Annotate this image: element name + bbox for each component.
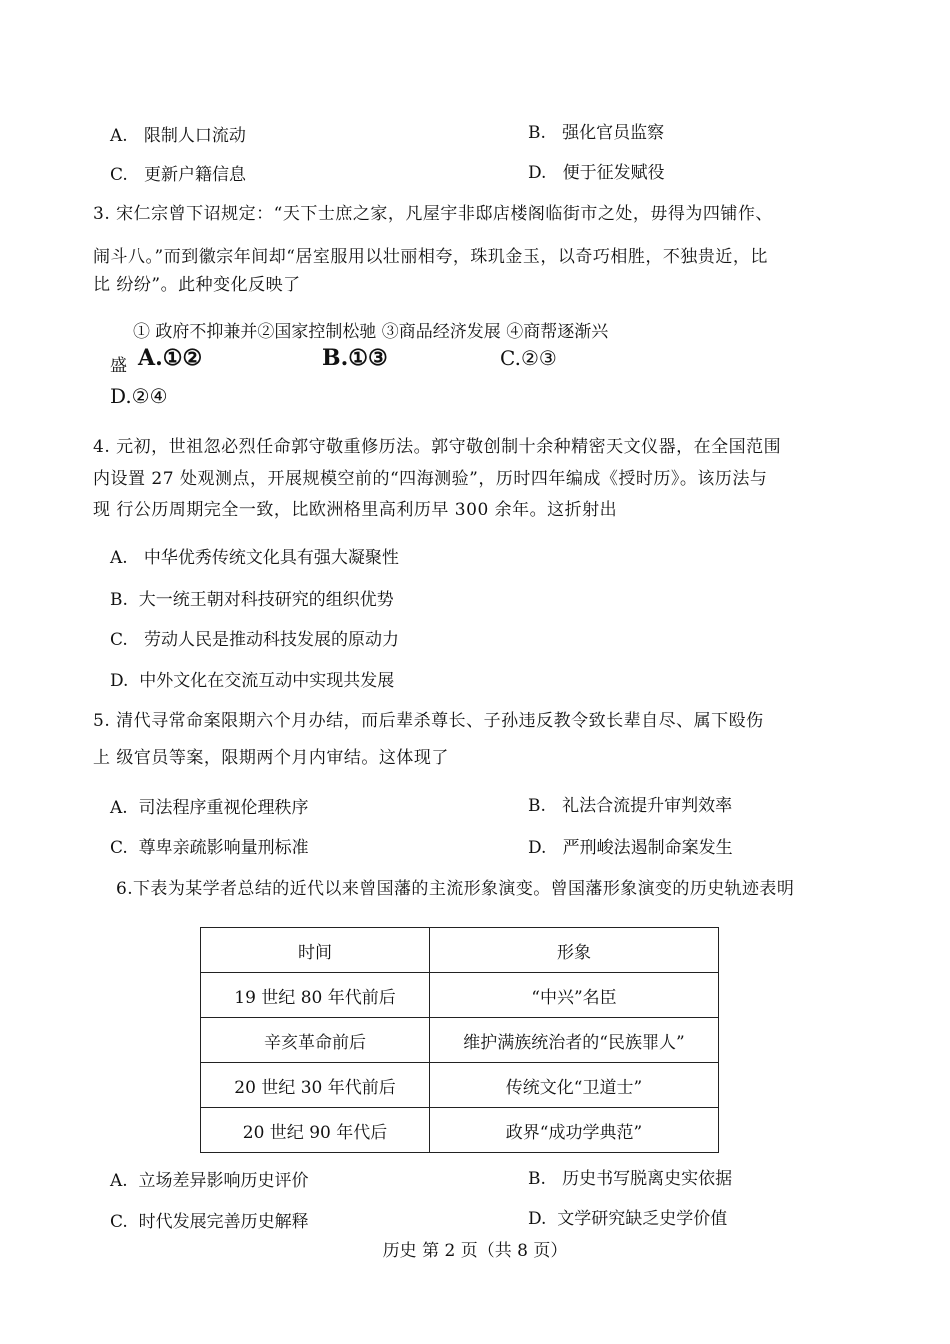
q4-option-b: B. 大一统王朝对科技研究的组织优势 (110, 590, 394, 610)
table-header-cell: 形象 (430, 928, 719, 973)
q4-option-a: A. 中华优秀传统文化具有强大凝聚性 (110, 548, 399, 568)
table-cell: 20 世纪 90 年代后 (201, 1108, 430, 1153)
q4-stem-line1: 4. 元初，世祖忽必烈任命郭守敬重修历法。郭守敬创制十余种精密天文仪器，在全国范围 (93, 437, 782, 457)
q6-option-a: A. 立场差异影响历史评价 (110, 1171, 309, 1191)
table-cell: 政界“成功学典范” (430, 1108, 719, 1153)
q3-stem-line1: 3. 宋仁宗曾下诏规定：“天下士庶之家，凡屋宇非邸店楼阁临街市之处，毋得为四铺作、 (93, 204, 773, 224)
q5-option-b: B. 礼法合流提升审判效率 (528, 796, 733, 816)
table-row (201, 1018, 719, 1063)
q5-option-d: D. 严刑峻法遏制命案发生 (528, 838, 733, 858)
q5-stem-line2: 上 级官员等案，限期两个月内审结。这体现了 (93, 748, 449, 768)
table-header-row (201, 928, 719, 973)
table-row (201, 1108, 719, 1153)
table-cell: 19 世纪 80 年代前后 (201, 973, 430, 1018)
q4-stem-line2: 内设置 27 处观测点，开展规模空前的“四海测验”，历时四年编成《授时历》。该历法与 (93, 469, 768, 489)
q5-option-c: C. 尊卑亲疏影响量刑标准 (110, 838, 309, 858)
image-evolution-table (200, 927, 719, 1153)
q3-stem-line3: 比 纷纷”。此种变化反映了 (93, 275, 301, 295)
q3-option-a: A.①② (138, 345, 203, 371)
q3-option-d: D.②④ (110, 384, 168, 408)
table-cell: 传统文化“卫道士” (430, 1063, 719, 1108)
table-row (201, 973, 719, 1018)
q4-option-d: D. 中外文化在交流互动中实现共发展 (110, 671, 395, 691)
q6-stem-line1: 6.下表为某学者总结的近代以来曾国藩的主流形象演变。曾国藩形象演变的历史轨迹表明 (116, 879, 795, 899)
q3-option-b: B.①③ (322, 345, 388, 371)
table-header-cell: 时间 (201, 928, 430, 973)
q2-option-c: C. 更新户籍信息 (110, 165, 247, 185)
q4-option-c: C. 劳动人民是推动科技发展的原动力 (110, 630, 400, 650)
q2-option-a: A. 限制人口流动 (110, 126, 246, 146)
table-cell: 辛亥革命前后 (201, 1018, 430, 1063)
q4-stem-line3: 现 行公历周期完全一致，比欧洲格里高利历早 300 余年。这折射出 (93, 500, 618, 520)
q6-option-c: C. 时代发展完善历史解释 (110, 1212, 309, 1232)
q2-option-b: B. 强化官员监察 (528, 123, 665, 143)
q5-option-a: A. 司法程序重视伦理秩序 (110, 798, 309, 818)
table-cell: “中兴”名臣 (430, 973, 719, 1018)
q3-option-c: C.②③ (500, 346, 557, 370)
table-row (201, 1063, 719, 1108)
page-footer: 历史 第 2 页（共 8 页） (382, 1241, 568, 1261)
table-cell: 20 世纪 30 年代前后 (201, 1063, 430, 1108)
q6-option-d: D. 文学研究缺乏史学价值 (528, 1209, 728, 1229)
q3-items-cont: 盛 (110, 356, 127, 376)
q3-items: ① 政府不抑兼并②国家控制松驰 ③商品经济发展 ④商帮逐渐兴 (133, 322, 609, 342)
q3-stem-line2: 闹斗八。”而到徽宗年间却“居室服用以壮丽相夸，珠玑金玉，以奇巧相胜，不独贵近，比 (93, 247, 768, 267)
q6-option-b: B. 历史书写脱离史实依据 (528, 1169, 733, 1189)
q5-stem-line1: 5. 清代寻常命案限期六个月办结，而后辈杀尊长、子孙违反教令致长辈自尽、属下殴伤 (93, 711, 764, 731)
table-cell: 维护满族统治者的“民族罪人” (430, 1018, 719, 1063)
q2-option-d: D. 便于征发赋役 (528, 163, 665, 183)
